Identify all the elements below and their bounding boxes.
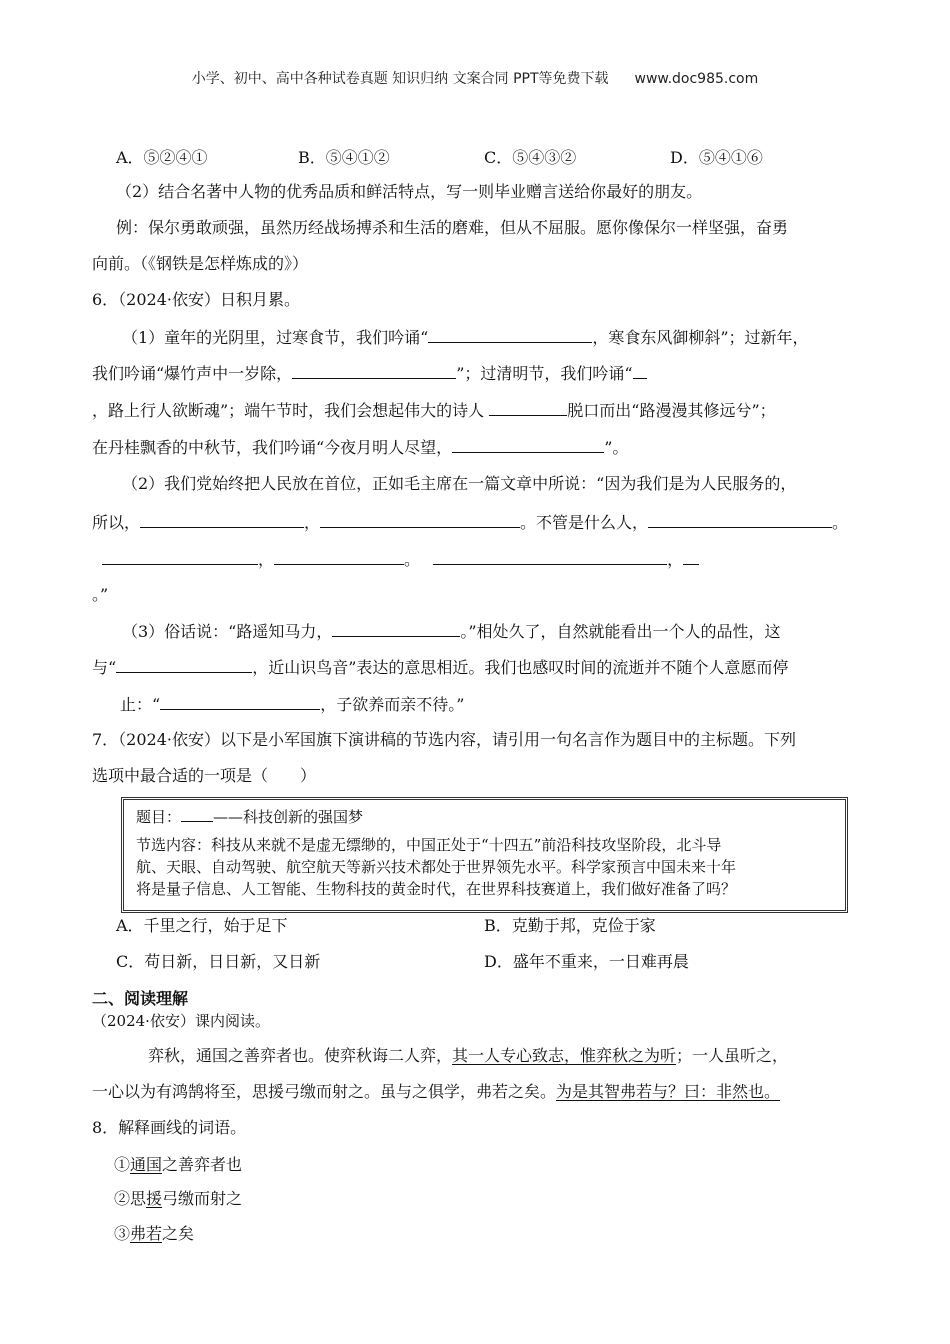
q8-item-1 (114, 1154, 894, 1176)
q7-option-d: D．盛年不重来，一日难再晨 (484, 952, 689, 971)
q6-p1-line2 (92, 362, 872, 385)
q8-item-3-prefix: ③ (114, 1224, 131, 1243)
q6-p1-line4 (92, 436, 872, 459)
q7-excerpt-box (121, 797, 848, 913)
q6-p2-e: 。 (832, 513, 849, 532)
q7-title-line2: 选项中最合适的一项是（ ） (92, 766, 317, 785)
q6-p1-d: ”；过清明节，我们吟诵“ (456, 364, 633, 383)
passage-a: 弈秋，通国之善弈者也。使弈秋诲二人弈， (148, 1046, 453, 1065)
blank (683, 548, 699, 565)
q6-p1-a: （1）童年的光阴里，过寒食节，我们吟诵“ (122, 328, 429, 347)
q6-p2-c: ， (304, 513, 321, 532)
q6-p3-d: ，近山识鸟音”表达的意思相近。我们也感叹时间的流逝并不随个人意愿而停 (252, 658, 789, 677)
q6-p3-f: ，子欲养而亲不待。” (320, 695, 465, 714)
q8-item-3-word: 弗若 (130, 1224, 163, 1243)
q6-p1-h: ”。 (604, 438, 629, 457)
q8-item-2-prefix: ②思 (114, 1189, 147, 1208)
q8-title: 8．解释画线的词语。 (92, 1118, 247, 1137)
q7-box-title-prefix: 题目： (136, 808, 182, 826)
q6-p2-f: ， (258, 550, 275, 569)
q8-item-1-rest: 之善弈者也 (162, 1155, 243, 1174)
q6-p3-a: （3）俗话说：“路遥知马力， (122, 622, 333, 641)
q6-p1-b: ，寒食东风御柳斜”；过新年， (592, 328, 809, 347)
q8-item-2 (114, 1188, 894, 1210)
q7-box-content (136, 806, 736, 900)
q5-option-a: A．⑤②④① (116, 148, 208, 167)
q6-p1-f: 脱口而出“路漫漫其修远兮”； (567, 401, 776, 420)
q6-p2-d: 。不管是什么人， (520, 513, 649, 532)
q6-p3-line3 (120, 693, 900, 716)
blank (452, 436, 604, 453)
passage-d: 一心以为有鸿鹄将至，思援弓缴而射之。虽与之俱学，弗若之矣。 (92, 1082, 557, 1101)
blank (102, 548, 258, 565)
q6-p2-g: 。 (404, 550, 426, 569)
q8-item-3 (114, 1223, 894, 1245)
q6-p2-b: 所以， (92, 513, 141, 532)
q6-p2-line3 (92, 548, 872, 571)
q5-option-b: B．⑤④①② (298, 148, 390, 167)
q6-p2-line1: （2）我们党始终把人民放在首位，正如毛主席在一篇文章中所说：“因为我们是为人民服务的， (122, 474, 797, 493)
q6-p3-b: 。”相处久了，自然就能看出一个人的品性，这 (460, 622, 781, 641)
q7-box-line2: 航、天眼、自动驾驶、航空航天等新兴技术都处于世界领先水平。科学家预言中国未来十年 (136, 858, 737, 876)
q8-item-1-word: 通国 (130, 1155, 163, 1174)
blank (274, 548, 404, 565)
blank (292, 362, 456, 379)
q6-p1-g: 在丹桂飘香的中秋节，我们吟诵“今夜月明人尽望， (92, 438, 453, 457)
q6-p3-line2 (92, 656, 872, 679)
q5-example-line2: 向前。（《钢铁是怎样炼成的》） (92, 254, 309, 273)
q7-box-line3: 将是量子信息、人工智能、生物科技的黄金时代，在世界科技赛道上，我们做好准备了吗？ (136, 880, 737, 898)
q7-box-line1: 节选内容：科技从来就不是虚无缥缈的，中国正处于“十四五”前沿科技攻坚阶段，北斗导 (136, 836, 722, 854)
q6-p2-line2 (92, 511, 872, 534)
q6-p3-c: 与“ (92, 658, 117, 677)
q7-title-line1: 7．（2024·依安）以下是小军国旗下演讲稿的节选内容，请引用一句名言作为题目中的主标题。下列 (92, 730, 796, 749)
q7-option-b: B．克勤于邦，克俭于家 (484, 916, 656, 935)
passage-c: ；一人虽听之， (676, 1046, 789, 1065)
section2-title: 二、阅读理解 (92, 989, 189, 1008)
blank (332, 620, 460, 637)
q6-title: 6．（2024·依安）日积月累。 (92, 290, 300, 309)
q6-p3-e: 止：“ (120, 695, 161, 714)
q8-item-2-word: 援 (146, 1189, 163, 1208)
passage-underlined-2: 为是其智弗若与？曰：非然也。 (556, 1082, 781, 1101)
q7-option-c: C．苟日新，日日新，又日新 (116, 952, 321, 971)
q6-p2-line4: 。” (92, 585, 109, 604)
blank (648, 511, 832, 528)
blank (140, 511, 304, 528)
q8-item-1-prefix: ① (114, 1155, 131, 1174)
blank (160, 693, 320, 710)
q6-p1-line3 (92, 399, 872, 422)
page-header (0, 68, 950, 88)
q6-p2-h: ， (667, 550, 684, 569)
section2-source: （2024·依安）课内阅读。 (92, 1012, 270, 1030)
blank (116, 656, 252, 673)
q6-p1-line1 (122, 326, 902, 349)
header-text: 小学、初中、高中各种试卷真题 知识归纳 文案合同 PPT等免费下载 (191, 71, 609, 87)
q6-p3-line1 (122, 620, 902, 643)
passage-line1 (148, 1045, 928, 1067)
q7-box-title (136, 806, 736, 828)
blank (428, 326, 592, 343)
blank (320, 511, 520, 528)
q8-item-2-rest: 弓缴而射之 (162, 1189, 243, 1208)
q7-box-title-suffix: ——科技创新的强国梦 (213, 808, 364, 826)
header-site: www.doc985.com (634, 71, 759, 87)
blank (181, 806, 213, 822)
blank (489, 399, 567, 416)
q7-option-a: A．千里之行，始于足下 (116, 916, 288, 935)
q5-sub2: （2）结合名著中人物的优秀品质和鲜活特点，写一则毕业赠言送给你最好的朋友。 (116, 182, 703, 201)
q5-option-d: D．⑤④①⑥ (670, 148, 763, 167)
q5-example-line1: 例：保尔勇敢顽强，虽然历经战场搏杀和生活的磨难，但从不屈服。愿你像保尔一样坚强，奋勇 (116, 218, 789, 237)
passage-line2 (92, 1081, 872, 1103)
passage-underlined-1: 其一人专心致志，惟弈秋之为听 (452, 1046, 677, 1065)
q8-item-3-rest: 之矣 (162, 1224, 195, 1243)
blank (633, 362, 647, 379)
blank (433, 548, 667, 565)
q6-p1-c: 我们吟诵“爆竹声中一岁除， (92, 364, 293, 383)
q6-p1-e: ，路上行人欲断魂”；端午节时，我们会想起伟大的诗人 (92, 401, 490, 420)
q5-option-c: C．⑤④③② (484, 148, 577, 167)
